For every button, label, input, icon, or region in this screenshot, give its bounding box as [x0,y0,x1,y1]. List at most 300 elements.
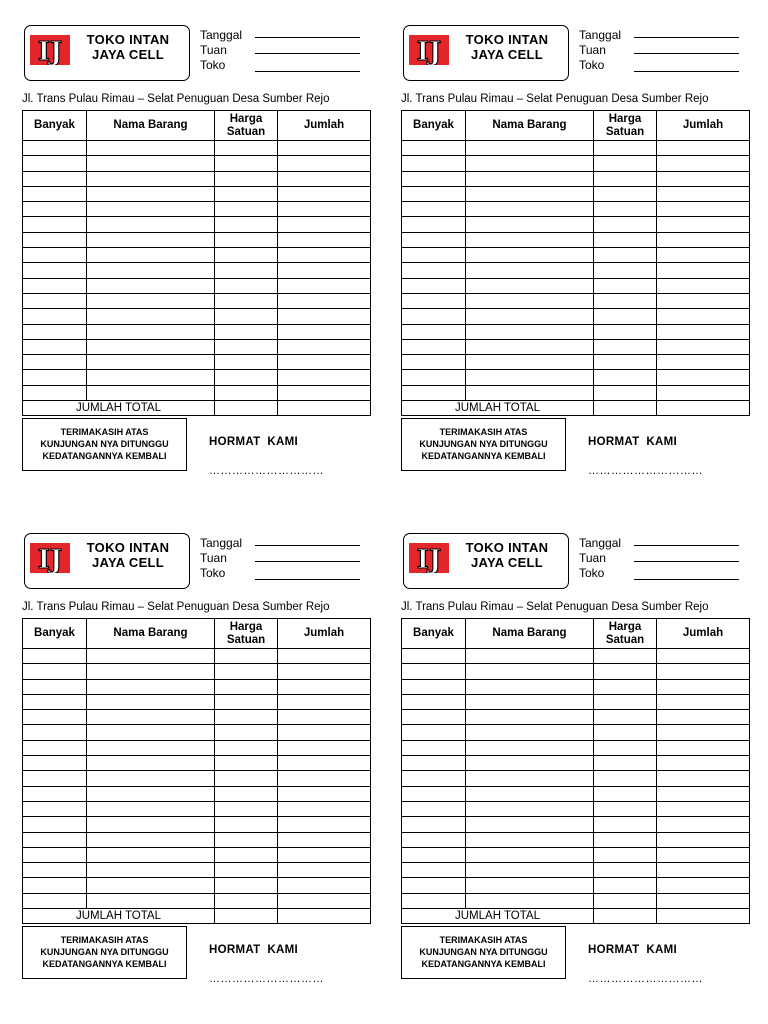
amount-cell[interactable] [657,186,750,201]
price-cell[interactable] [594,863,657,878]
price-cell[interactable] [594,893,657,908]
total-price-cell[interactable] [594,909,657,924]
qty-cell[interactable] [23,801,87,816]
customer-field[interactable] [634,53,739,54]
price-cell[interactable] [215,186,278,201]
amount-cell[interactable] [278,771,371,786]
qty-cell[interactable] [23,202,87,217]
qty-cell[interactable] [402,664,466,679]
qty-cell[interactable] [402,293,466,308]
qty-cell[interactable] [402,878,466,893]
qty-cell[interactable] [402,649,466,664]
amount-cell[interactable] [278,740,371,755]
amount-cell[interactable] [278,847,371,862]
item-cell[interactable] [466,694,594,709]
qty-cell[interactable] [402,893,466,908]
item-cell[interactable] [87,278,215,293]
item-cell[interactable] [87,248,215,263]
amount-cell[interactable] [278,217,371,232]
qty-cell[interactable] [402,217,466,232]
date-field[interactable] [634,545,739,546]
price-cell[interactable] [594,186,657,201]
qty-cell[interactable] [23,141,87,156]
amount-cell[interactable] [657,725,750,740]
item-cell[interactable] [466,771,594,786]
shop-header-box [403,533,569,589]
price-cell[interactable] [594,694,657,709]
qty-cell[interactable] [23,156,87,171]
price-cell[interactable] [594,355,657,370]
price-cell[interactable] [594,171,657,186]
amount-cell[interactable] [278,186,371,201]
qty-cell[interactable] [23,664,87,679]
total-amount-cell[interactable] [657,401,750,416]
item-cell[interactable] [466,832,594,847]
item-cell[interactable] [466,710,594,725]
price-cell[interactable] [594,679,657,694]
item-cell[interactable] [87,679,215,694]
item-cell[interactable] [87,370,215,385]
qty-cell[interactable] [402,863,466,878]
amount-cell[interactable] [657,293,750,308]
qty-cell[interactable] [23,278,87,293]
item-cell[interactable] [87,878,215,893]
qty-cell[interactable] [23,217,87,232]
qty-cell[interactable] [23,786,87,801]
amount-cell[interactable] [278,756,371,771]
price-cell[interactable] [215,370,278,385]
qty-cell[interactable] [402,278,466,293]
qty-cell[interactable] [402,309,466,324]
item-cell[interactable] [87,217,215,232]
item-cell[interactable] [466,878,594,893]
qty-cell[interactable] [402,725,466,740]
item-cell[interactable] [466,740,594,755]
qty-cell[interactable] [23,385,87,400]
qty-cell[interactable] [23,679,87,694]
price-cell[interactable] [594,664,657,679]
total-price-cell[interactable] [594,401,657,416]
amount-cell[interactable] [278,141,371,156]
qty-cell[interactable] [402,141,466,156]
table-header-row [23,111,371,141]
item-cell[interactable] [466,309,594,324]
price-cell[interactable] [215,832,278,847]
qty-cell[interactable] [402,339,466,354]
shop-field[interactable] [255,71,360,72]
item-cell[interactable] [466,863,594,878]
date-field[interactable] [255,37,360,38]
amount-cell[interactable] [278,202,371,217]
item-cell[interactable] [87,832,215,847]
price-cell[interactable] [594,832,657,847]
qty-cell[interactable] [23,293,87,308]
qty-cell[interactable] [23,832,87,847]
qty-cell[interactable] [23,171,87,186]
price-cell[interactable] [215,156,278,171]
price-cell[interactable] [215,664,278,679]
qty-cell[interactable] [402,801,466,816]
price-cell[interactable] [215,141,278,156]
qty-cell[interactable] [23,710,87,725]
amount-cell[interactable] [278,309,371,324]
price-cell[interactable] [215,355,278,370]
amount-cell[interactable] [657,202,750,217]
amount-cell[interactable] [657,847,750,862]
qty-cell[interactable] [402,847,466,862]
amount-cell[interactable] [657,893,750,908]
qty-cell[interactable] [402,156,466,171]
price-cell[interactable] [215,278,278,293]
qty-cell[interactable] [402,263,466,278]
qty-cell[interactable] [23,694,87,709]
item-cell[interactable] [466,171,594,186]
price-cell[interactable] [215,863,278,878]
item-cell[interactable] [87,355,215,370]
item-cell[interactable] [87,156,215,171]
customer-field[interactable] [634,561,739,562]
item-cell[interactable] [466,725,594,740]
item-cell[interactable] [466,278,594,293]
price-cell[interactable] [215,171,278,186]
qty-cell[interactable] [23,324,87,339]
amount-cell[interactable] [657,740,750,755]
amount-cell[interactable] [657,232,750,247]
price-cell[interactable] [594,817,657,832]
amount-cell[interactable] [278,649,371,664]
price-cell[interactable] [215,385,278,400]
amount-cell[interactable] [278,171,371,186]
price-cell[interactable] [215,740,278,755]
item-cell[interactable] [87,171,215,186]
item-cell[interactable] [87,649,215,664]
item-cell[interactable] [466,355,594,370]
amount-cell[interactable] [657,863,750,878]
amount-cell[interactable] [657,171,750,186]
item-cell[interactable] [87,186,215,201]
amount-cell[interactable] [657,664,750,679]
item-cell[interactable] [466,248,594,263]
amount-cell[interactable] [278,817,371,832]
amount-cell[interactable] [657,370,750,385]
qty-cell[interactable] [23,263,87,278]
item-cell[interactable] [87,263,215,278]
qty-cell[interactable] [23,756,87,771]
shop-field[interactable] [255,579,360,580]
price-cell[interactable] [215,649,278,664]
shop-label: Toko [579,566,605,580]
col-qty-header: Banyak [402,619,466,649]
customer-field[interactable] [255,53,360,54]
price-cell[interactable] [594,385,657,400]
item-cell[interactable] [466,202,594,217]
amount-cell[interactable] [657,649,750,664]
item-cell[interactable] [87,740,215,755]
qty-cell[interactable] [23,370,87,385]
price-cell[interactable] [594,725,657,740]
amount-cell[interactable] [657,694,750,709]
price-cell[interactable] [215,694,278,709]
item-cell[interactable] [87,309,215,324]
amount-cell[interactable] [657,324,750,339]
shop-field[interactable] [634,579,739,580]
amount-cell[interactable] [278,786,371,801]
amount-cell[interactable] [657,771,750,786]
price-cell[interactable] [594,771,657,786]
amount-cell[interactable] [278,801,371,816]
price-cell[interactable] [215,293,278,308]
qty-cell[interactable] [23,893,87,908]
item-cell[interactable] [466,664,594,679]
amount-cell[interactable] [657,878,750,893]
qty-cell[interactable] [402,370,466,385]
item-cell[interactable] [87,202,215,217]
price-cell[interactable] [594,801,657,816]
amount-cell[interactable] [657,679,750,694]
qty-cell[interactable] [402,756,466,771]
shop-name-line2: JAYA CELL [91,555,165,570]
item-cell[interactable] [87,324,215,339]
item-cell[interactable] [466,893,594,908]
amount-cell[interactable] [657,309,750,324]
price-cell[interactable] [215,263,278,278]
amount-cell[interactable] [278,863,371,878]
amount-cell[interactable] [278,248,371,263]
qty-cell[interactable] [23,339,87,354]
amount-cell[interactable] [278,725,371,740]
shop-field[interactable] [634,71,739,72]
price-cell[interactable] [215,248,278,263]
amount-cell[interactable] [278,385,371,400]
qty-cell[interactable] [402,694,466,709]
qty-cell[interactable] [23,771,87,786]
amount-cell[interactable] [657,786,750,801]
price-cell[interactable] [215,232,278,247]
price-cell[interactable] [215,817,278,832]
amount-cell[interactable] [278,694,371,709]
amount-cell[interactable] [278,232,371,247]
price-cell[interactable] [594,339,657,354]
qty-cell[interactable] [402,248,466,263]
price-cell[interactable] [594,847,657,862]
qty-cell[interactable] [23,740,87,755]
total-price-cell[interactable] [215,401,278,416]
amount-cell[interactable] [657,339,750,354]
item-cell[interactable] [466,817,594,832]
amount-cell[interactable] [657,385,750,400]
amount-cell[interactable] [657,710,750,725]
price-cell[interactable] [215,309,278,324]
item-cell[interactable] [87,339,215,354]
item-cell[interactable] [466,385,594,400]
total-amount-cell[interactable] [278,401,371,416]
item-cell[interactable] [466,370,594,385]
total-amount-cell[interactable] [278,909,371,924]
customer-field[interactable] [255,561,360,562]
price-cell[interactable] [215,756,278,771]
qty-cell[interactable] [23,878,87,893]
amount-cell[interactable] [657,248,750,263]
total-amount-cell[interactable] [657,909,750,924]
col-amount-header: Jumlah [278,111,371,141]
price-cell[interactable] [594,202,657,217]
qty-cell[interactable] [402,324,466,339]
item-cell[interactable] [87,786,215,801]
total-price-cell[interactable] [215,909,278,924]
amount-cell[interactable] [278,355,371,370]
amount-cell[interactable] [278,156,371,171]
price-cell[interactable] [215,893,278,908]
qty-cell[interactable] [402,710,466,725]
price-cell[interactable] [594,710,657,725]
price-cell[interactable] [215,339,278,354]
price-cell[interactable] [594,309,657,324]
item-cell[interactable] [87,893,215,908]
qty-cell[interactable] [23,817,87,832]
price-cell[interactable] [215,801,278,816]
col-item-header: Nama Barang [466,111,594,141]
amount-cell[interactable] [278,878,371,893]
item-cell[interactable] [87,771,215,786]
amount-cell[interactable] [278,710,371,725]
item-cell[interactable] [466,756,594,771]
price-cell[interactable] [594,878,657,893]
amount-cell[interactable] [657,817,750,832]
amount-cell[interactable] [657,217,750,232]
price-cell[interactable] [594,786,657,801]
price-cell[interactable] [215,725,278,740]
date-field[interactable] [634,37,739,38]
amount-cell[interactable] [278,832,371,847]
qty-cell[interactable] [402,355,466,370]
price-cell[interactable] [215,710,278,725]
qty-cell[interactable] [23,863,87,878]
item-cell[interactable] [87,664,215,679]
amount-cell[interactable] [657,278,750,293]
price-cell[interactable] [594,370,657,385]
amount-cell[interactable] [657,756,750,771]
price-cell[interactable] [594,649,657,664]
item-cell[interactable] [466,649,594,664]
qty-cell[interactable] [23,649,87,664]
amount-cell[interactable] [657,355,750,370]
amount-cell[interactable] [278,293,371,308]
price-cell[interactable] [594,248,657,263]
qty-cell[interactable] [23,355,87,370]
amount-cell[interactable] [657,832,750,847]
qty-cell[interactable] [402,771,466,786]
price-cell[interactable] [594,232,657,247]
price-cell[interactable] [594,756,657,771]
amount-cell[interactable] [278,370,371,385]
qty-cell[interactable] [402,171,466,186]
price-cell[interactable] [215,324,278,339]
price-cell[interactable] [594,217,657,232]
amount-cell[interactable] [657,156,750,171]
item-cell[interactable] [87,847,215,862]
price-cell[interactable] [594,278,657,293]
item-cell[interactable] [466,339,594,354]
amount-cell[interactable] [278,664,371,679]
qty-cell[interactable] [23,725,87,740]
price-cell[interactable] [594,141,657,156]
qty-cell[interactable] [402,385,466,400]
item-cell[interactable] [87,141,215,156]
price-cell[interactable] [215,847,278,862]
item-cell[interactable] [466,801,594,816]
qty-cell[interactable] [402,186,466,201]
amount-cell[interactable] [278,263,371,278]
qty-cell[interactable] [402,679,466,694]
item-cell[interactable] [466,217,594,232]
qty-cell[interactable] [402,786,466,801]
item-cell[interactable] [466,263,594,278]
qty-cell[interactable] [402,817,466,832]
item-cell[interactable] [466,324,594,339]
amount-cell[interactable] [657,263,750,278]
qty-cell[interactable] [23,248,87,263]
item-cell[interactable] [87,756,215,771]
price-cell[interactable] [594,324,657,339]
qty-cell[interactable] [23,232,87,247]
qty-cell[interactable] [402,202,466,217]
item-cell[interactable] [466,141,594,156]
qty-cell[interactable] [23,309,87,324]
amount-cell[interactable] [278,324,371,339]
amount-cell[interactable] [278,679,371,694]
price-cell[interactable] [215,878,278,893]
price-cell[interactable] [215,786,278,801]
amount-cell[interactable] [657,801,750,816]
item-cell[interactable] [466,786,594,801]
item-cell[interactable] [87,863,215,878]
item-cell[interactable] [87,817,215,832]
price-cell[interactable] [594,293,657,308]
price-cell[interactable] [594,263,657,278]
qty-cell[interactable] [23,847,87,862]
price-cell[interactable] [215,202,278,217]
qty-cell[interactable] [402,740,466,755]
item-cell[interactable] [87,725,215,740]
qty-cell[interactable] [402,832,466,847]
item-cell[interactable] [87,694,215,709]
item-cell[interactable] [466,847,594,862]
col-price-header [215,619,278,649]
item-cell[interactable] [466,186,594,201]
item-cell[interactable] [466,293,594,308]
item-cell[interactable] [466,156,594,171]
item-cell[interactable] [87,385,215,400]
amount-cell[interactable] [278,339,371,354]
price-cell[interactable] [215,217,278,232]
price-cell[interactable] [215,679,278,694]
item-cell[interactable] [466,232,594,247]
price-cell[interactable] [215,771,278,786]
amount-cell[interactable] [278,893,371,908]
qty-cell[interactable] [23,186,87,201]
amount-cell[interactable] [657,141,750,156]
date-field[interactable] [255,545,360,546]
item-cell[interactable] [87,801,215,816]
item-cell[interactable] [87,293,215,308]
item-cell[interactable] [466,679,594,694]
qty-cell[interactable] [402,232,466,247]
item-cell[interactable] [87,232,215,247]
price-cell[interactable] [594,156,657,171]
amount-cell[interactable] [278,278,371,293]
item-cell[interactable] [87,710,215,725]
price-cell[interactable] [594,740,657,755]
